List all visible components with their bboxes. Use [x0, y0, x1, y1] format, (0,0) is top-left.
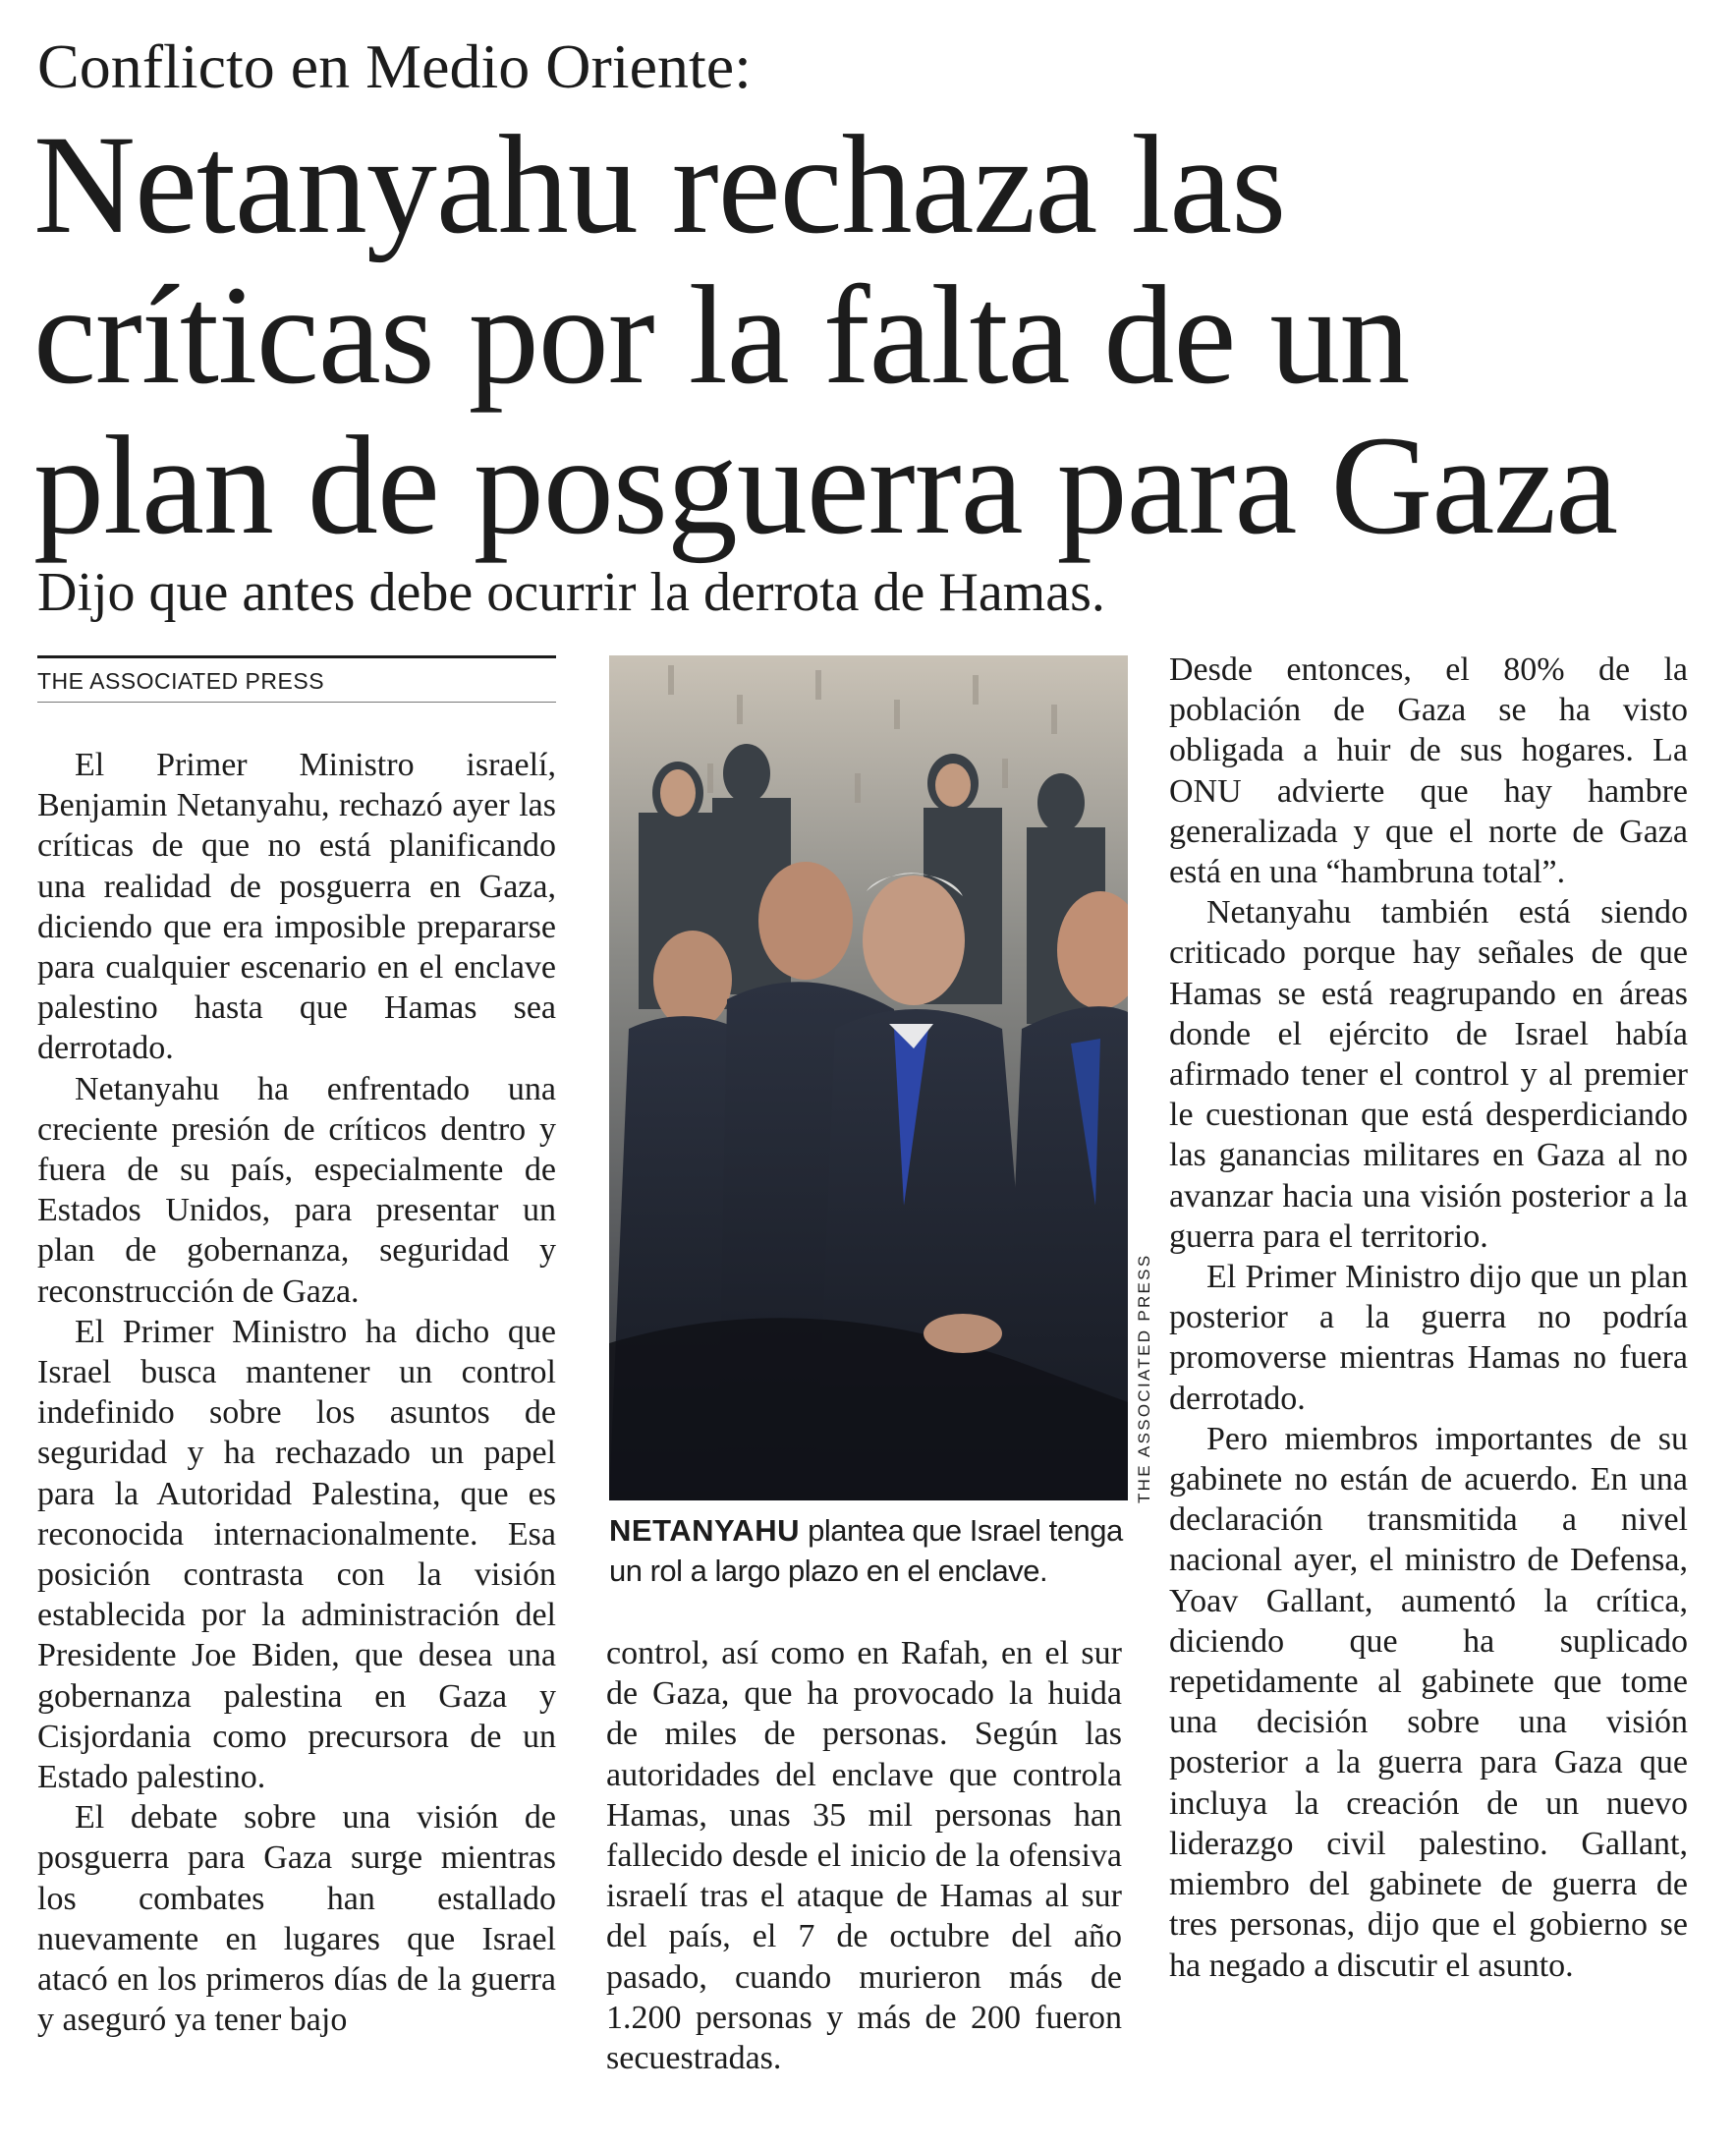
news-photo	[609, 655, 1128, 1500]
photo-credit	[1130, 1248, 1159, 1503]
article-column-3	[1169, 650, 1688, 1986]
caption-lead: NETANYAHU	[609, 1513, 800, 1548]
photo-credit-text: THE ASSOCIATED PRESS	[1135, 1253, 1153, 1503]
paragraph: Netanyahu también está siendo criticado porque hay señales de que Hamas se está reagrupando en áreas donde el ejército de Israel había afirmado tener el control y al premier le cuestionan que está desperdiciando las ganancias militares en Gaza al no avanzar hacia una visión posterior a la guerra para el territorio.	[1169, 894, 1688, 1255]
photo-caption	[609, 1510, 1140, 1591]
article-column-1	[37, 745, 556, 2041]
headline-line-1: Netanyahu rechaza las	[33, 107, 1286, 263]
byline-bottom-rule	[37, 702, 556, 703]
byline-top-rule	[37, 655, 556, 658]
byline: THE ASSOCIATED PRESS	[37, 668, 325, 694]
paragraph: El Primer Ministro ha dicho que Israel busca mantener un control indefinido sobre los asuntos de seguridad y ha rechazado un papel para la Autoridad Palestina, que es reconocida internacionalmente. Esa posición contrasta con la visión establecida por la administración del Presidente Joe Biden, que desea una gobernanza palestina en Gaza y Cisjordania como precursora de un Estado palestino.	[37, 1313, 556, 1796]
headline	[33, 107, 1723, 564]
paragraph: control, así como en Rafah, en el sur de Gaza, que ha provocado la huida de miles de personas. Según las autoridades del enclave que controla Hamas, unas 35 mil personas han fallecido desde el inicio de la ofensiva israelí tras el ataque de Hamas al sur del país, el 7 de octubre del año pasado, cuando murieron más de 1.200 personas y más de 200 fueron secuestradas.	[606, 1635, 1122, 2077]
caption-text: plantea que Israel tenga un rol a largo plazo en el enclave.	[609, 1513, 1123, 1588]
headline-line-3: plan de posguerra para Gaza	[33, 408, 1618, 564]
paragraph: El debate sobre una visión de posguerra para Gaza surge mientras los combates han estallado nuevamente en lugares que Israel atacó en los primeros días de la guerra y aseguró ya tener bajo	[37, 1799, 556, 2039]
paragraph: Netanyahu ha enfrentado una creciente presión de críticos dentro y fuera de su país, especialmente de Estados Unidos, para presentar un plan de gobernanza, seguridad y reconstrucción de Gaza.	[37, 1070, 556, 1310]
subheadline: Dijo que antes debe ocurrir la derrota de Hamas.	[37, 562, 1105, 623]
kicker: Conflicto en Medio Oriente:	[37, 31, 752, 101]
article-column-2	[606, 1633, 1122, 2078]
paragraph: El Primer Ministro israelí, Benjamin Netanyahu, rechazó ayer las críticas de que no está planificando una realidad de posguerra en Gaza, diciendo que era imposible prepararse para cualquier escenario en el enclave palestino hasta que Hamas sea derrotado.	[37, 747, 556, 1067]
paragraph: Desde entonces, el 80% de la población de Gaza se ha visto obligada a huir de sus hogares. La ONU advierte que hay hambre generalizada y que el norte de Gaza está en una “hambruna total”.	[1169, 651, 1688, 891]
headline-line-2: críticas por la falta de un	[33, 257, 1410, 414]
photo-illustration	[609, 655, 1128, 1500]
paragraph: Pero miembros importantes de su gabinete no están de acuerdo. En una declaración transmitida a nivel nacional ayer, el ministro de Defensa, Yoav Gallant, aumentó la crítica, diciendo que ha suplicado repetidamente al gabinete que tome una decisión sobre una visión posterior a la guerra para Gaza que incluya la creación de un nuevo liderazgo civil palestino. Gallant, miembro del gabinete de guerra de tres personas, dijo que el gobierno se ha negado a discutir el asunto.	[1169, 1420, 1688, 1984]
paragraph: El Primer Ministro dijo que un plan posterior a la guerra no podría promoverse mientras Hamas no fuera derrotado.	[1169, 1259, 1688, 1417]
